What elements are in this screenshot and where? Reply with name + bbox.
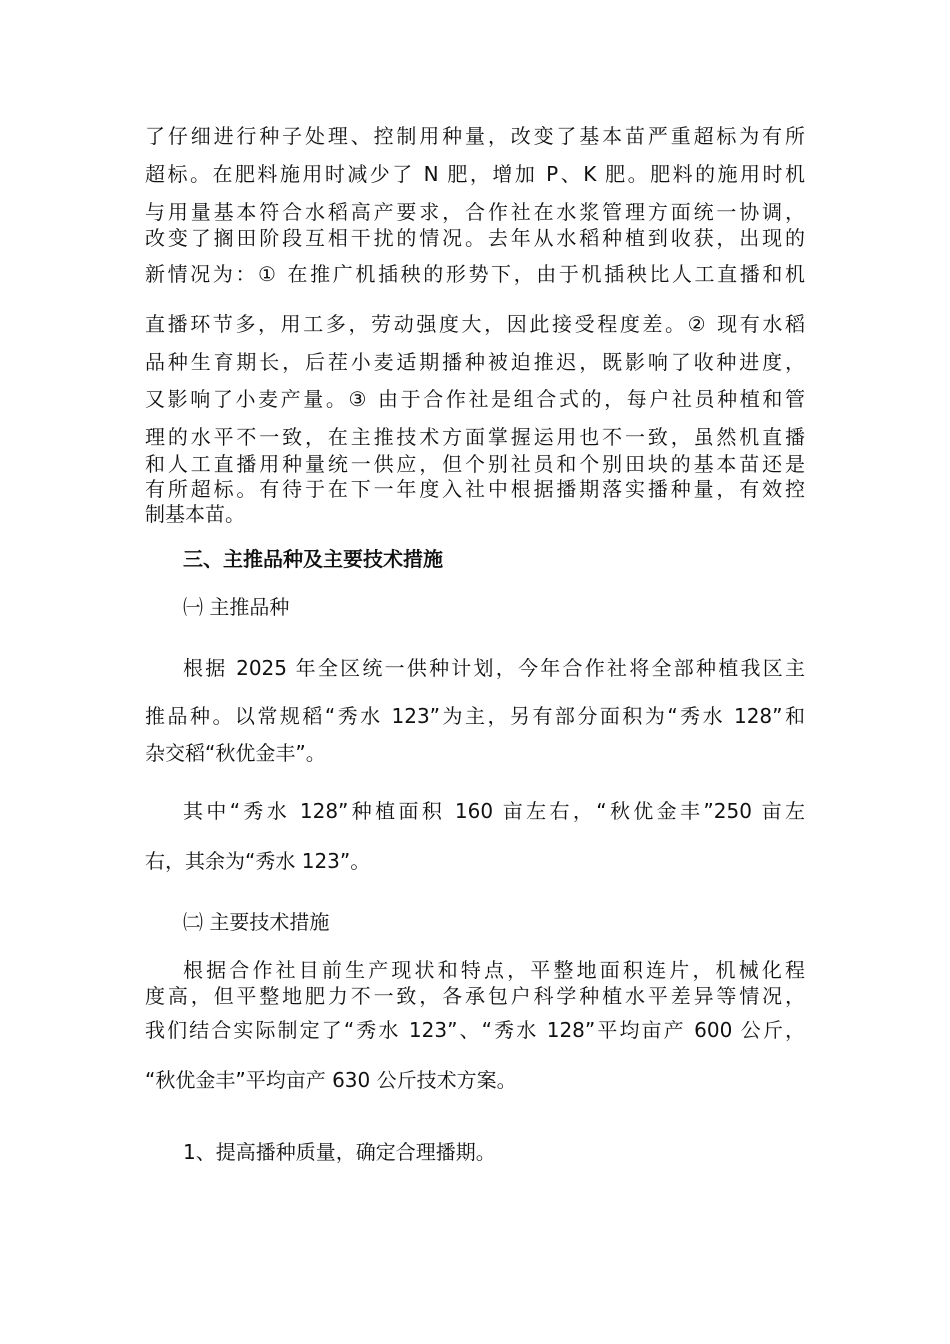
section-heading: 三、主推品种及主要技术措施 bbox=[183, 547, 443, 571]
paragraph-line: 其中“秀水 128”种植面积 160 亩左右，“秋优金丰”250 亩左 bbox=[183, 799, 805, 823]
paragraph-line: 直播环节多，用工多，劳动强度大，因此接受程度差。② 现有水稻 bbox=[145, 312, 805, 336]
paragraph-line: 了仔细进行种子处理、控制用种量，改变了基本苗严重超标为有所 bbox=[145, 124, 805, 148]
paragraph-line: 我们结合实际制定了“秀水 123”、“秀水 128”平均亩产 600 公斤， bbox=[145, 1018, 805, 1042]
paragraph-line: 改变了搁田阶段互相干扰的情况。去年从水稻种植到收获，出现的 bbox=[145, 226, 805, 250]
paragraph-line: “秋优金丰”平均亩产 630 公斤技术方案。 bbox=[145, 1068, 517, 1092]
paragraph-line: 品种生育期长，后茬小麦适期播种被迫推迟，既影响了收种进度， bbox=[145, 350, 805, 374]
paragraph-line: 制基本苗。 bbox=[145, 502, 245, 526]
paragraph-line: 与用量基本符合水稻高产要求，合作社在水浆管理方面统一协调， bbox=[145, 200, 805, 224]
paragraph-line: 和人工直播用种量统一供应，但个别社员和个别田块的基本苗还是 bbox=[145, 452, 805, 476]
paragraph-line: 理的水平不一致，在主推技术方面掌握运用也不一致，虽然机直播 bbox=[145, 425, 805, 449]
list-item: 1、提高播种质量，确定合理播期。 bbox=[183, 1140, 496, 1164]
paragraph-line: 推品种。以常规稻“秀水 123”为主，另有部分面积为“秀水 128”和 bbox=[145, 704, 805, 728]
subsection-heading: ㈠ 主推品种 bbox=[183, 595, 290, 619]
paragraph-line: 有所超标。有待于在下一年度入社中根据播期落实播种量，有效控 bbox=[145, 477, 805, 501]
paragraph-line: 新情况为：① 在推广机插秧的形势下，由于机插秧比人工直播和机 bbox=[145, 262, 805, 286]
paragraph-line: 根据合作社目前生产现状和特点，平整地面积连片，机械化程 bbox=[183, 958, 805, 982]
paragraph-line: 根据 2025 年全区统一供种计划，今年合作社将全部种植我区主 bbox=[183, 656, 805, 680]
subsection-heading: ㈡ 主要技术措施 bbox=[183, 910, 330, 934]
paragraph-line: 又影响了小麦产量。③ 由于合作社是组合式的，每户社员种植和管 bbox=[145, 387, 805, 411]
paragraph-line: 度高，但平整地肥力不一致，各承包户科学种植水平差异等情况， bbox=[145, 984, 805, 1008]
paragraph-line: 杂交稻“秋优金丰”。 bbox=[145, 741, 326, 765]
paragraph-line: 右，其余为“秀水 123”。 bbox=[145, 849, 371, 873]
paragraph-line: 超标。在肥料施用时减少了 N 肥，增加 P、K 肥。肥料的施用时机 bbox=[145, 162, 805, 186]
